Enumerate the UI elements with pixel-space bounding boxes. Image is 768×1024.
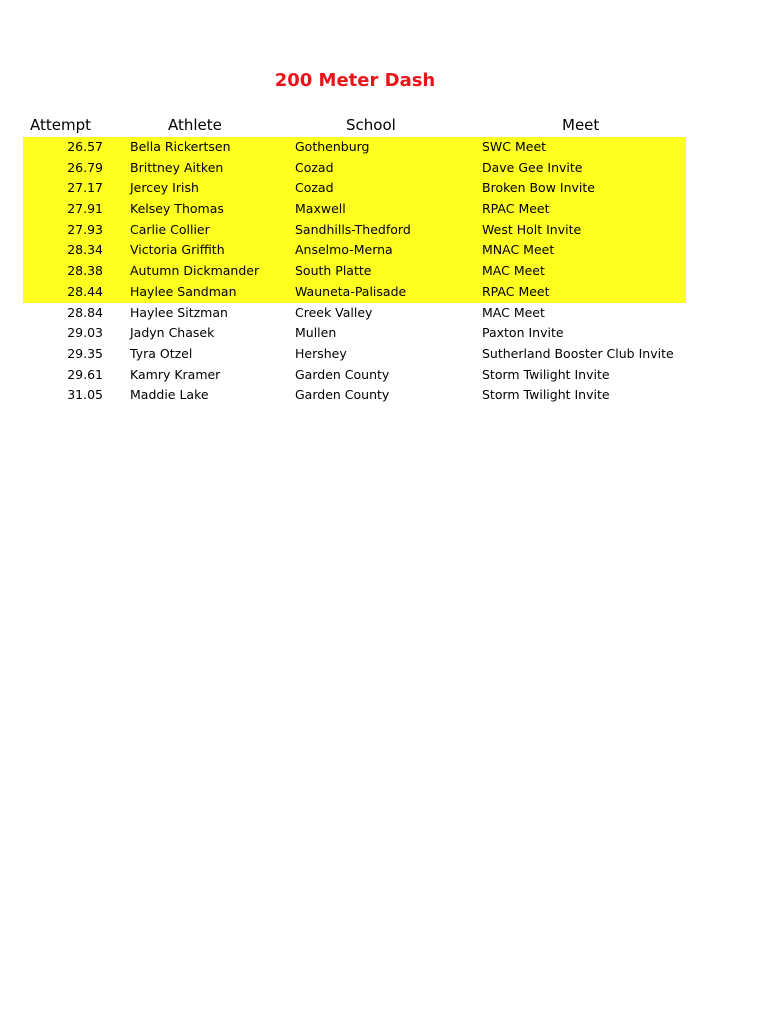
- page-title: 200 Meter Dash: [274, 70, 436, 91]
- school-cell: Anselmo-Merna: [295, 242, 393, 258]
- athlete-cell: Haylee Sandman: [130, 283, 237, 299]
- attempt-cell: 26.57: [67, 139, 103, 154]
- table-header: [0, 116, 768, 136]
- attempt-cell: 28.84: [67, 304, 103, 320]
- athlete-cell: Autumn Dickmander: [130, 263, 260, 279]
- meet-cell: MNAC Meet: [482, 242, 555, 258]
- table-row: [23, 178, 686, 199]
- school-cell: Wauneta-Palisade: [295, 283, 407, 299]
- meet-cell: West Holt Invite: [482, 221, 582, 237]
- school-cell: Mullen: [295, 325, 337, 341]
- athlete-cell: Kamry Kramer: [130, 366, 221, 382]
- athlete-cell: Brittney Aitken: [130, 159, 224, 175]
- attempt-cell: 27.17: [67, 180, 103, 196]
- school-cell: Creek Valley: [295, 304, 373, 320]
- meet-cell: SWC Meet: [482, 139, 547, 154]
- attempt-cell: 27.93: [67, 221, 103, 237]
- athlete-cell: Kelsey Thomas: [130, 201, 224, 217]
- school-cell: Garden County: [295, 387, 390, 403]
- attempt-cell: 29.03: [67, 325, 103, 341]
- results-table: [23, 137, 686, 406]
- school-cell: Sandhills-Thedford: [295, 221, 411, 237]
- school-cell: Cozad: [295, 180, 334, 196]
- table-row: [23, 303, 686, 324]
- meet-cell: RPAC Meet: [482, 201, 550, 217]
- meet-cell: Sutherland Booster Club Invite: [482, 345, 674, 361]
- attempt-cell: 31.05: [67, 387, 103, 403]
- attempt-cell: 29.35: [67, 345, 103, 361]
- table-row: [23, 385, 686, 406]
- table-row: [23, 199, 686, 220]
- meet-cell: Storm Twilight Invite: [482, 366, 610, 382]
- table-row: [23, 137, 686, 158]
- athlete-cell: Bella Rickertsen: [130, 139, 231, 154]
- table-row: [23, 240, 686, 261]
- table-row: [23, 158, 686, 179]
- meet-cell: MAC Meet: [482, 263, 545, 279]
- school-cell: Garden County: [295, 366, 390, 382]
- header-meet: Meet: [562, 116, 600, 134]
- table-row: [23, 261, 686, 282]
- attempt-cell: 29.61: [67, 366, 103, 382]
- school-cell: Cozad: [295, 159, 334, 175]
- meet-cell: Broken Bow Invite: [482, 180, 595, 196]
- meet-cell: Dave Gee Invite: [482, 159, 583, 175]
- meet-cell: MAC Meet: [482, 304, 545, 320]
- attempt-cell: 26.79: [67, 159, 103, 175]
- table-row: [23, 344, 686, 365]
- table-row: [23, 220, 686, 241]
- attempt-cell: 27.91: [67, 201, 103, 217]
- athlete-cell: Jercey Irish: [130, 180, 199, 196]
- table-row: [23, 323, 686, 344]
- attempt-cell: 28.38: [67, 263, 103, 279]
- school-cell: Gothenburg: [295, 139, 370, 154]
- school-cell: Hershey: [295, 345, 347, 361]
- header-school: School: [346, 116, 396, 134]
- athlete-cell: Jadyn Chasek: [130, 325, 215, 341]
- meet-cell: Paxton Invite: [482, 325, 564, 341]
- header-attempt: Attempt: [30, 116, 92, 134]
- attempt-cell: 28.34: [67, 242, 103, 258]
- attempt-cell: 28.44: [67, 283, 103, 299]
- header-athlete: Athlete: [168, 116, 222, 134]
- meet-cell: Storm Twilight Invite: [482, 387, 610, 403]
- athlete-cell: Carlie Collier: [130, 221, 210, 237]
- athlete-cell: Maddie Lake: [130, 387, 209, 403]
- athlete-cell: Haylee Sitzman: [130, 304, 228, 320]
- table-row: [23, 282, 686, 303]
- meet-cell: RPAC Meet: [482, 283, 550, 299]
- athlete-cell: Tyra Otzel: [130, 345, 193, 361]
- table-row: [23, 365, 686, 386]
- school-cell: South Platte: [295, 263, 372, 279]
- athlete-cell: Victoria Griffith: [130, 242, 225, 258]
- school-cell: Maxwell: [295, 201, 346, 217]
